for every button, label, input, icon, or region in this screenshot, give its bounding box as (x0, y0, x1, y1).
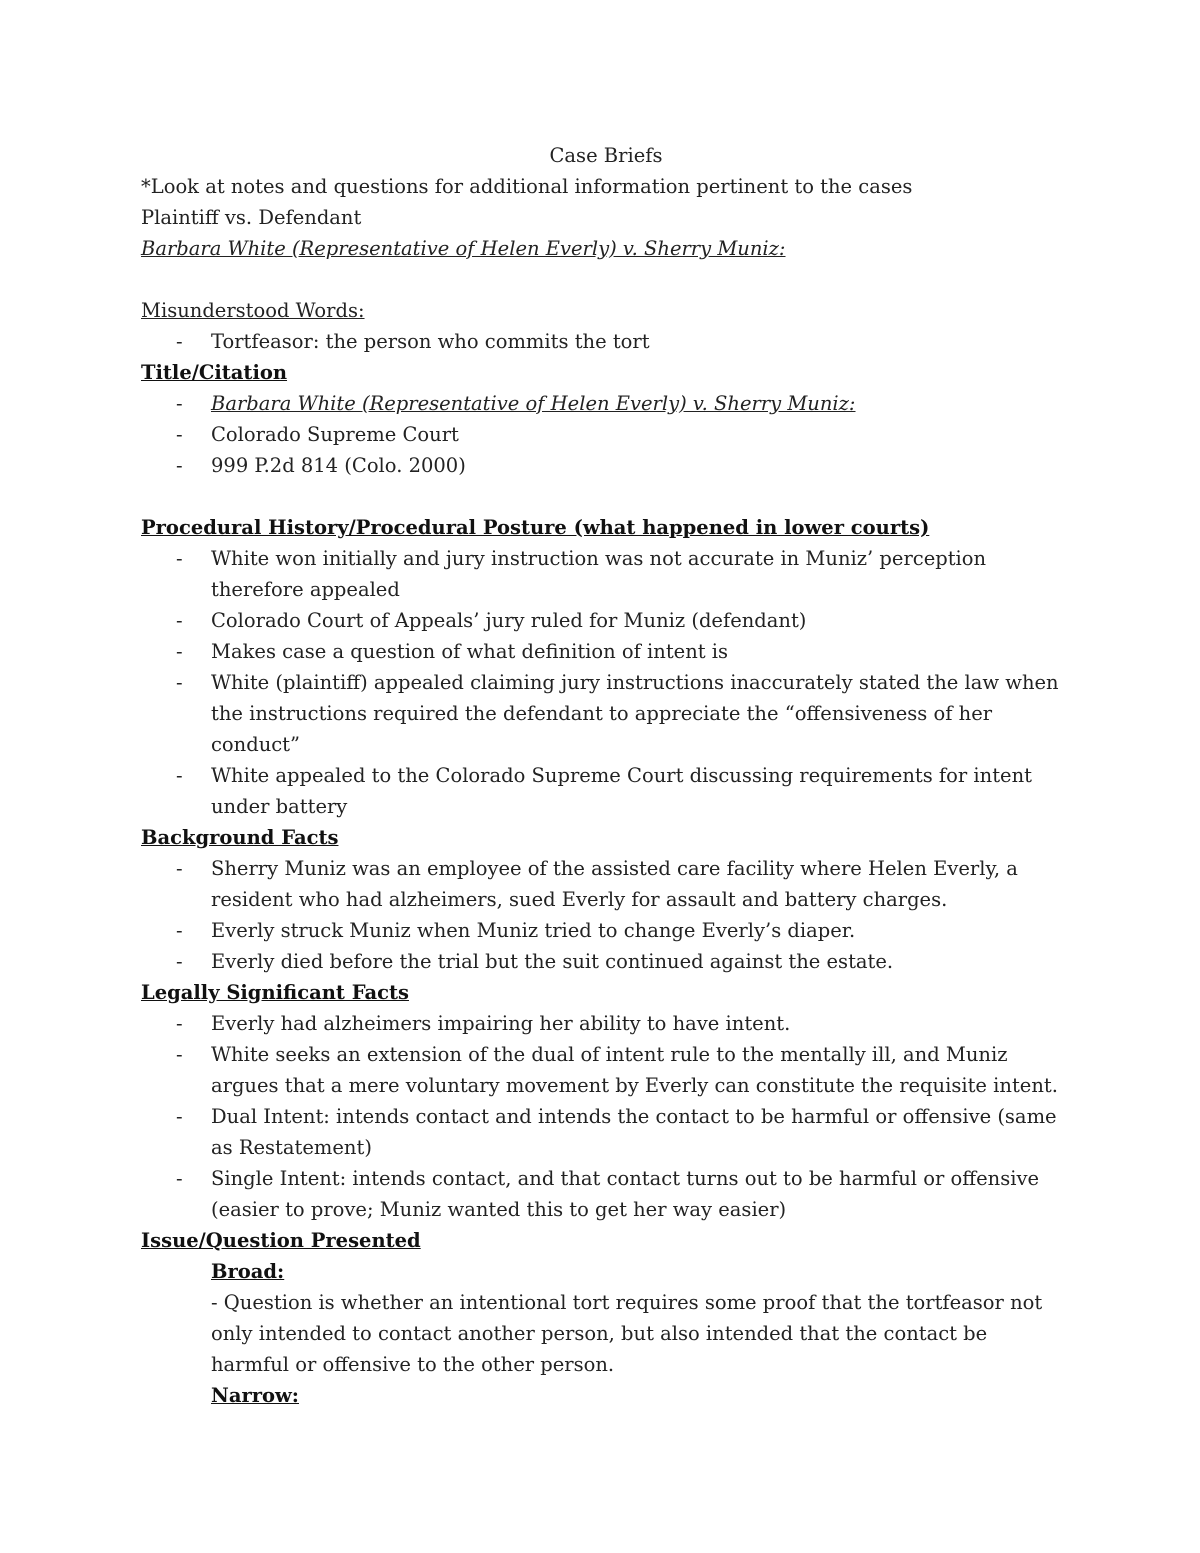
case-title: Barbara White (Representative of Helen Everly) v. Sherry Muniz: (141, 237, 786, 260)
misunderstood-words-list (141, 326, 1071, 357)
spacer (141, 481, 1071, 512)
broad-question: - Question is whether an intentional tort requires some proof that the tortfeasor not only intended to contact another person, but also intended that the contact be harmful or offensive to the other person. (211, 1291, 1043, 1376)
list-item: - White won initially and jury instruction was not accurate in Muniz’ perception therefore appealed (141, 543, 1071, 605)
list-item: - Colorado Supreme Court (141, 419, 1071, 450)
list-item: - Sherry Muniz was an employee of the assisted care facility where Helen Everly, a resident who had alzheimers, sued Everly for assault and battery charges. (141, 853, 1071, 915)
list-item: - White seeks an extension of the dual of intent rule to the mentally ill, and Muniz argues that a mere voluntary movement by Everly can constitute the requisite intent. (141, 1039, 1071, 1101)
title-citation-list (141, 388, 1071, 481)
background-facts-list (141, 853, 1071, 977)
list-item: - Dual Intent: intends contact and intends the contact to be harmful or offensive (same as Restatement) (141, 1101, 1071, 1163)
background-facts-heading: Background Facts (141, 826, 339, 849)
title-citation-heading: Title/Citation (141, 361, 288, 384)
list-item: - Everly had alzheimers impairing her ability to have intent. (141, 1008, 1071, 1039)
list-item: - White appealed to the Colorado Supreme Court discussing requirements for intent under battery (141, 760, 1071, 822)
list-item: - Makes case a question of what definition of intent is (141, 636, 1071, 667)
legally-significant-facts-heading: Legally Significant Facts (141, 981, 409, 1004)
list-item: - Tortfeasor: the person who commits the tort (141, 326, 1071, 357)
list-item: - Everly struck Muniz when Muniz tried to change Everly’s diaper. (141, 915, 1071, 946)
list-item: - Single Intent: intends contact, and that contact turns out to be harmful or offensive (easier to prove; Muniz wanted this to get her way easier) (141, 1163, 1071, 1225)
parties-label: Plaintiff vs. Defendant (141, 206, 362, 229)
list-item: - Colorado Court of Appeals’ jury ruled for Muniz (defendant) (141, 605, 1071, 636)
misunderstood-words-heading: Misunderstood Words: (141, 299, 365, 322)
document-title: Case Briefs (549, 144, 663, 167)
legally-significant-facts-list (141, 1008, 1071, 1225)
document-page (141, 140, 1071, 1411)
procedural-history-heading: Procedural History/Procedural Posture (what happened in lower courts) (141, 516, 930, 539)
list-item: - Everly died before the trial but the suit continued against the estate. (141, 946, 1071, 977)
case-title-citation: Barbara White (Representative of Helen Everly) v. Sherry Muniz: (211, 392, 856, 415)
broad-heading: Broad: (211, 1260, 285, 1283)
list-item (141, 388, 1071, 419)
issue-section (141, 1256, 1071, 1411)
procedural-history-list (141, 543, 1071, 822)
list-item: - White (plaintiff) appealed claiming jury instructions inaccurately stated the law when the instructions required the defendant to appreciate the “offensiveness of her conduct” (141, 667, 1071, 760)
document-note: *Look at notes and questions for additional information pertinent to the cases (141, 175, 913, 198)
issue-heading: Issue/Question Presented (141, 1229, 421, 1252)
spacer (141, 264, 1071, 295)
list-item: - 999 P.2d 814 (Colo. 2000) (141, 450, 1071, 481)
narrow-heading: Narrow: (211, 1384, 299, 1407)
